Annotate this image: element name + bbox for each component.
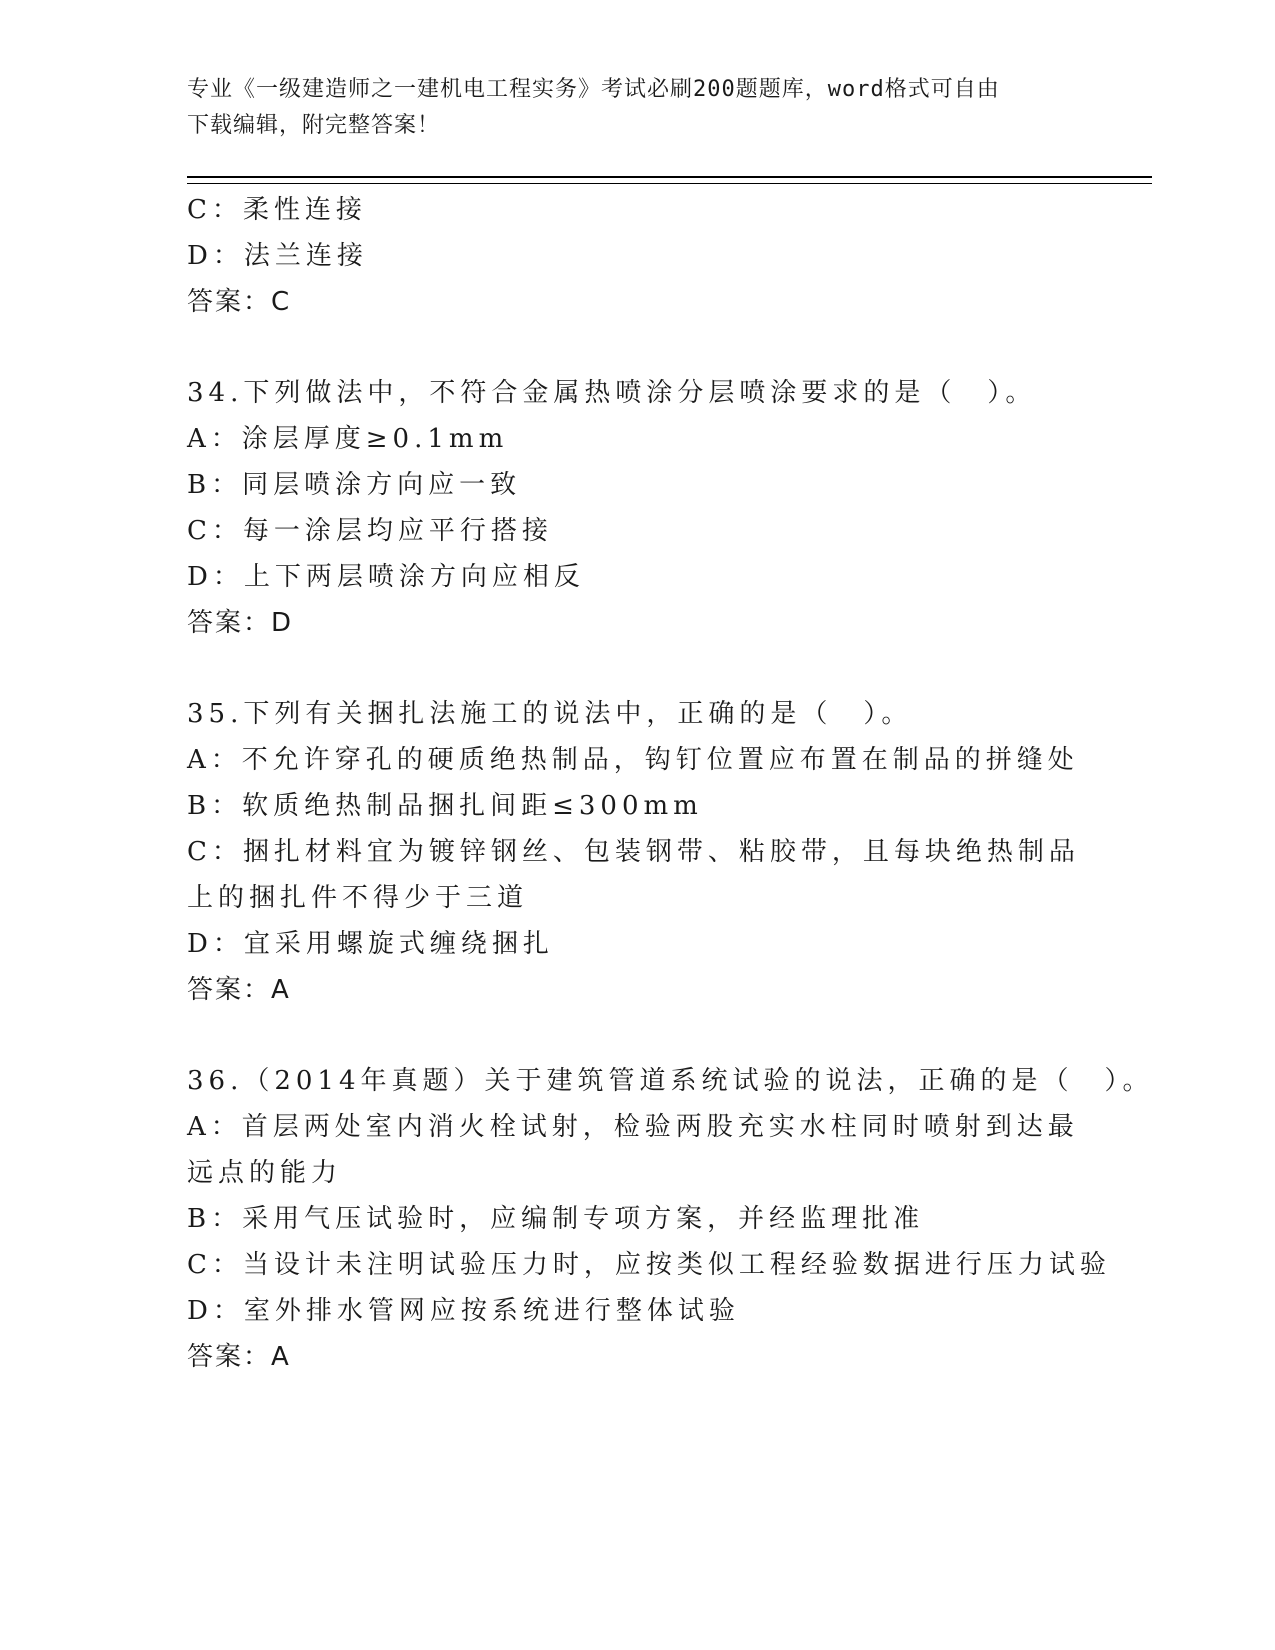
option-b: B：采用气压试验时，应编制专项方案，并经监理批准 (187, 1204, 925, 1234)
spacer (187, 325, 1087, 370)
question-35 (187, 691, 1087, 1013)
question-stem: 36.（2014年真题）关于建筑管道系统试验的说法，正确的是（ ）。 (187, 1066, 1154, 1096)
answer: 答案：A (187, 975, 291, 1005)
option-d: D：室外排水管网应按系统进行整体试验 (187, 1296, 740, 1326)
spacer (187, 1013, 1087, 1058)
answer: 答案：A (187, 1342, 291, 1372)
option-c: C：捆扎材料宜为镀锌钢丝、包装钢带、粘胶带，且每块绝热制品上的捆扎件不得少于三道 (187, 837, 1080, 913)
option-d: D：法兰连接 (187, 241, 368, 271)
header-line-2: 下载编辑，附完整答案！ (187, 113, 441, 138)
option-b: B：软质绝热制品捆扎间距≤300mm (187, 791, 703, 821)
option-d: D：宜采用螺旋式缠绕捆扎 (187, 929, 554, 959)
page-header (187, 72, 1067, 144)
question-list (187, 187, 1154, 1380)
option-c: C：当设计未注明试验压力时，应按类似工程经验数据进行压力试验 (187, 1250, 1111, 1280)
question-33 (187, 187, 1087, 325)
header-line-1: 专业《一级建造师之一建机电工程实务》考试必刷200题题库，word格式可自由 (187, 77, 1000, 102)
answer: 答案：C (187, 287, 292, 317)
option-c: C：柔性连接 (187, 195, 367, 225)
spacer (187, 646, 1087, 691)
option-a: A：涂层厚度≥0.1mm (187, 424, 509, 454)
option-c: C：每一涂层均应平行搭接 (187, 516, 553, 546)
option-d: D：上下两层喷涂方向应相反 (187, 562, 585, 592)
question-34 (187, 370, 1087, 646)
header-rule-thick (187, 176, 1152, 178)
option-a: A：首层两处室内消火栓试射，检验两股充实水柱同时喷射到达最远点的能力 (187, 1112, 1079, 1188)
option-b: B：同层喷涂方向应一致 (187, 470, 522, 500)
question-stem: 34.下列做法中，不符合金属热喷涂分层喷涂要求的是（ ）。 (187, 378, 1037, 408)
answer: 答案：D (187, 608, 294, 638)
header-rule-thin (187, 183, 1152, 184)
option-a: A：不允许穿孔的硬质绝热制品，钩钉位置应布置在制品的拼缝处 (187, 745, 1079, 775)
question-stem: 35.下列有关捆扎法施工的说法中，正确的是（ ）。 (187, 699, 913, 729)
question-36 (187, 1058, 1154, 1380)
